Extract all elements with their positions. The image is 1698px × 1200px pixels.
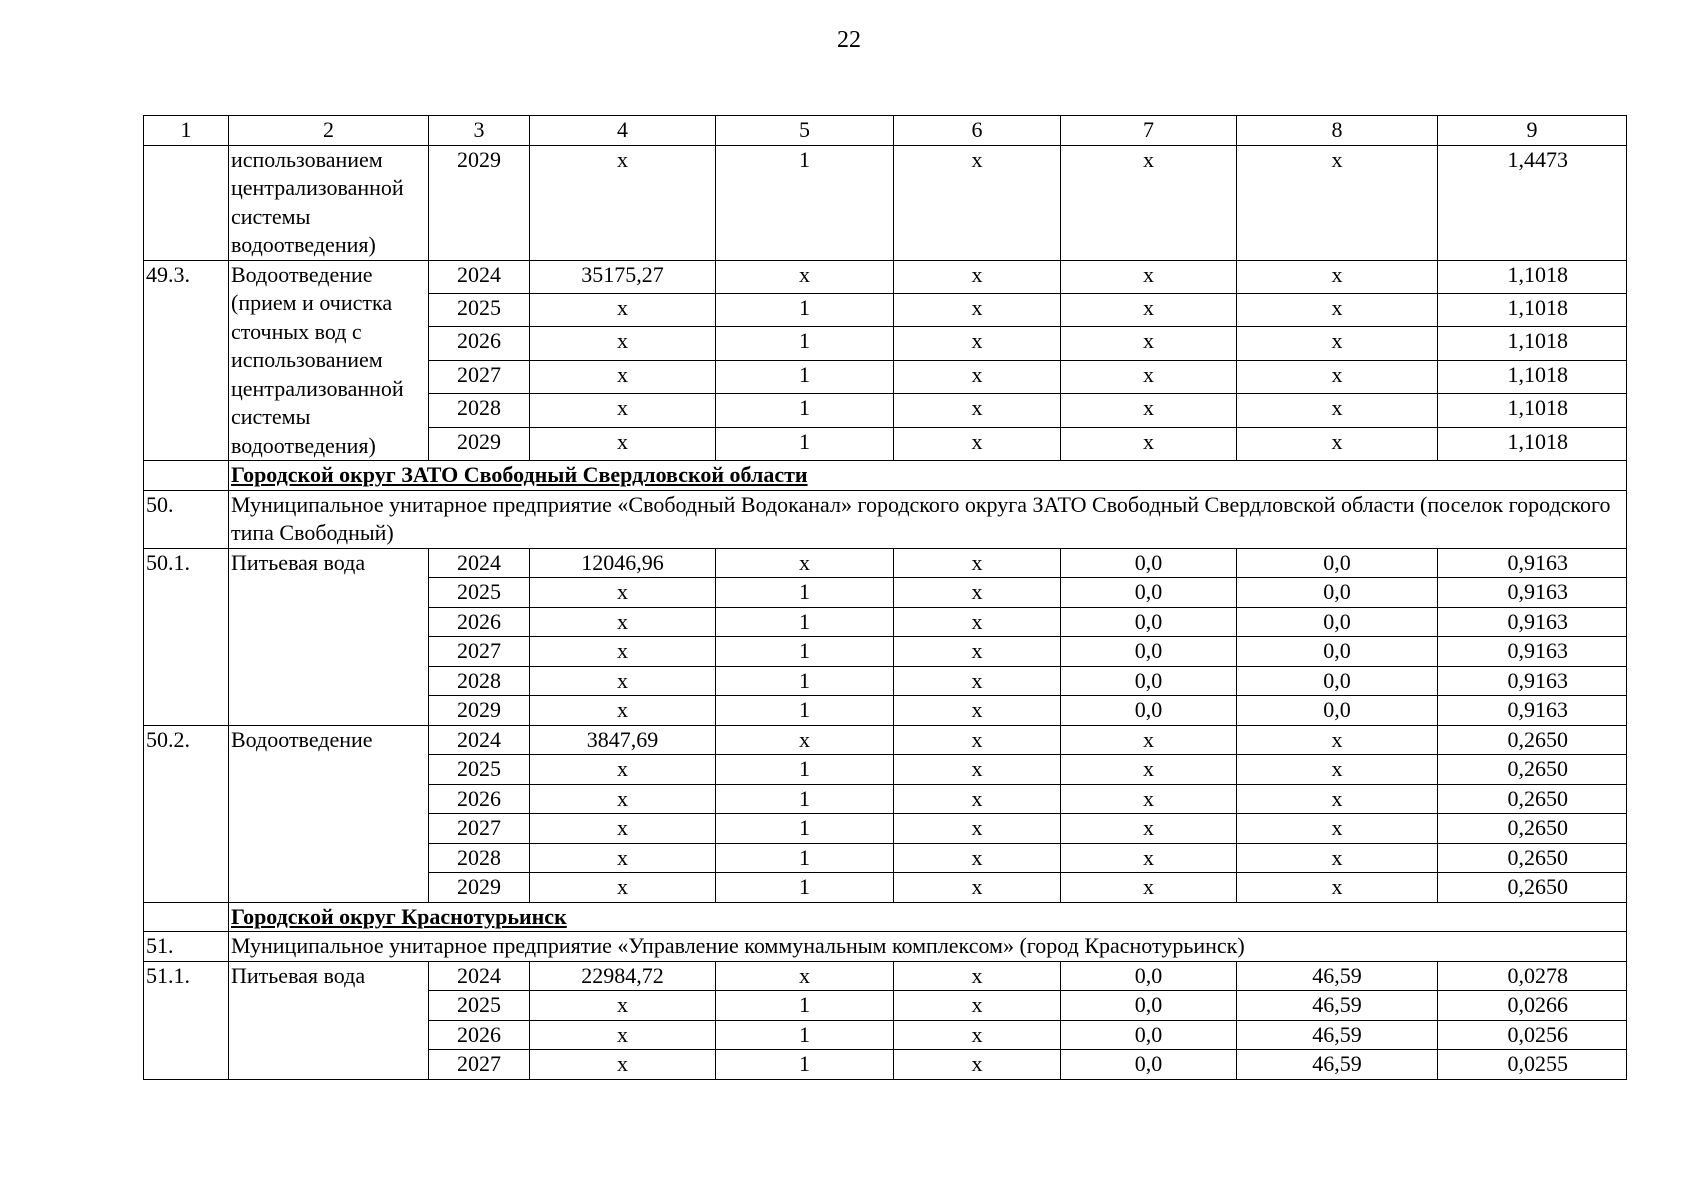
value-cell: 0,0 — [1061, 696, 1237, 726]
value-cell: x — [894, 394, 1061, 427]
value-cell: 1 — [716, 637, 894, 667]
value-cell: x — [894, 843, 1061, 873]
value-cell: 0,2650 — [1438, 755, 1627, 785]
row-number — [144, 461, 229, 491]
value-cell: x — [894, 755, 1061, 785]
year-cell: 2027 — [429, 814, 530, 844]
value-cell: 0,0255 — [1438, 1050, 1627, 1080]
organization-name: Муниципальное унитарное предприятие «Управление коммунальным комплексом» (город Краснотурьинск) — [229, 932, 1627, 962]
row-number — [144, 145, 229, 260]
value-cell: 0,0 — [1061, 666, 1237, 696]
value-cell: x — [530, 327, 716, 360]
value-cell: 0,2650 — [1438, 843, 1627, 873]
value-cell: x — [894, 814, 1061, 844]
value-cell: 1 — [716, 784, 894, 814]
value-cell: 0,0 — [1237, 607, 1438, 637]
value-cell: 1,1018 — [1438, 427, 1627, 460]
row-description: Водоотведение — [229, 725, 429, 902]
value-cell: 0,0 — [1061, 991, 1237, 1021]
value-cell: x — [894, 991, 1061, 1021]
value-cell: x — [894, 666, 1061, 696]
value-cell: 0,0 — [1237, 637, 1438, 667]
table-row — [144, 725, 1627, 755]
value-cell: 0,9163 — [1438, 578, 1627, 608]
year-cell: 2029 — [429, 873, 530, 903]
value-cell: x — [1061, 394, 1237, 427]
value-cell: x — [1237, 814, 1438, 844]
value-cell: 0,2650 — [1438, 725, 1627, 755]
column-header: 5 — [716, 116, 894, 146]
year-cell: 2026 — [429, 327, 530, 360]
value-cell: 1 — [716, 360, 894, 393]
value-cell: x — [1061, 755, 1237, 785]
row-description: Водоотведение (прием и очистка сточных вод с использованием централизованной системы водоотведения) — [229, 260, 429, 461]
value-cell: x — [1237, 145, 1438, 260]
value-cell: 0,0 — [1061, 607, 1237, 637]
value-cell: 0,2650 — [1438, 873, 1627, 903]
year-cell: 2028 — [429, 666, 530, 696]
value-cell: 0,9163 — [1438, 548, 1627, 578]
row-number: 50. — [144, 490, 229, 548]
value-cell: 1 — [716, 427, 894, 460]
value-cell: 1 — [716, 1020, 894, 1050]
value-cell: x — [530, 427, 716, 460]
value-cell: x — [1061, 260, 1237, 293]
year-cell: 2025 — [429, 991, 530, 1021]
value-cell: x — [1237, 360, 1438, 393]
tariff-table — [143, 115, 1627, 1080]
value-cell: x — [716, 725, 894, 755]
value-cell: 1 — [716, 873, 894, 903]
value-cell: x — [894, 548, 1061, 578]
value-cell: x — [530, 360, 716, 393]
value-cell: x — [530, 755, 716, 785]
value-cell: 46,59 — [1237, 1050, 1438, 1080]
year-cell: 2025 — [429, 755, 530, 785]
value-cell: x — [894, 696, 1061, 726]
value-cell: 46,59 — [1237, 961, 1438, 991]
column-header: 1 — [144, 116, 229, 146]
value-cell: 1,1018 — [1438, 394, 1627, 427]
year-cell: 2026 — [429, 1020, 530, 1050]
value-cell: x — [1237, 394, 1438, 427]
year-cell: 2025 — [429, 578, 530, 608]
value-cell: 0,2650 — [1438, 814, 1627, 844]
value-cell: 0,9163 — [1438, 696, 1627, 726]
value-cell: x — [1237, 260, 1438, 293]
column-header: 6 — [894, 116, 1061, 146]
organization-row — [144, 490, 1627, 548]
value-cell: 1 — [716, 578, 894, 608]
year-cell: 2029 — [429, 427, 530, 460]
value-cell: 1 — [716, 696, 894, 726]
value-cell: x — [530, 873, 716, 903]
value-cell: x — [894, 360, 1061, 393]
value-cell: 1,1018 — [1438, 260, 1627, 293]
value-cell: 0,0256 — [1438, 1020, 1627, 1050]
value-cell: x — [530, 784, 716, 814]
value-cell: 3847,69 — [530, 725, 716, 755]
value-cell: 0,0 — [1237, 548, 1438, 578]
table-row — [144, 548, 1627, 578]
value-cell: 0,0 — [1061, 578, 1237, 608]
value-cell: x — [894, 260, 1061, 293]
organization-row — [144, 932, 1627, 962]
value-cell: x — [1061, 327, 1237, 360]
organization-name: Муниципальное унитарное предприятие «Свободный Водоканал» городского округа ЗАТО Свободный Свердловской области (поселок городского типа Свободный) — [229, 490, 1627, 548]
value-cell: x — [716, 548, 894, 578]
value-cell: 0,0266 — [1438, 991, 1627, 1021]
table-body — [144, 116, 1627, 1080]
value-cell: x — [716, 961, 894, 991]
value-cell: x — [716, 260, 894, 293]
value-cell: x — [894, 873, 1061, 903]
value-cell: x — [894, 145, 1061, 260]
section-row — [144, 461, 1627, 491]
value-cell: x — [530, 696, 716, 726]
value-cell: x — [894, 427, 1061, 460]
value-cell: x — [894, 1050, 1061, 1080]
column-header: 2 — [229, 116, 429, 146]
section-row — [144, 902, 1627, 932]
value-cell: x — [1061, 427, 1237, 460]
row-description: Питьевая вода — [229, 548, 429, 725]
value-cell: x — [530, 1020, 716, 1050]
column-header: 9 — [1438, 116, 1627, 146]
value-cell: x — [894, 961, 1061, 991]
year-cell: 2024 — [429, 725, 530, 755]
value-cell: x — [894, 1020, 1061, 1050]
value-cell: 1 — [716, 843, 894, 873]
year-cell: 2029 — [429, 145, 530, 260]
year-cell: 2029 — [429, 696, 530, 726]
year-cell: 2024 — [429, 548, 530, 578]
value-cell: 1 — [716, 394, 894, 427]
value-cell: 0,0 — [1237, 578, 1438, 608]
row-number: 50.2. — [144, 725, 229, 902]
value-cell: x — [530, 814, 716, 844]
value-cell: 0,0 — [1061, 548, 1237, 578]
year-cell: 2028 — [429, 843, 530, 873]
value-cell: 0,0 — [1061, 637, 1237, 667]
value-cell: x — [1237, 843, 1438, 873]
row-number: 51.1. — [144, 961, 229, 1079]
value-cell: x — [530, 666, 716, 696]
value-cell: 1 — [716, 991, 894, 1021]
row-number: 51. — [144, 932, 229, 962]
value-cell: x — [530, 607, 716, 637]
year-cell: 2028 — [429, 394, 530, 427]
table-row — [144, 260, 1627, 293]
value-cell: x — [1061, 814, 1237, 844]
column-header: 3 — [429, 116, 530, 146]
value-cell: x — [1061, 725, 1237, 755]
column-header: 4 — [530, 116, 716, 146]
year-cell: 2026 — [429, 607, 530, 637]
year-cell: 2024 — [429, 961, 530, 991]
year-cell: 2024 — [429, 260, 530, 293]
value-cell: 0,2650 — [1438, 784, 1627, 814]
value-cell: x — [894, 578, 1061, 608]
column-header: 8 — [1237, 116, 1438, 146]
value-cell: x — [1061, 784, 1237, 814]
value-cell: x — [1061, 360, 1237, 393]
value-cell: 1 — [716, 293, 894, 326]
value-cell: x — [1061, 293, 1237, 326]
value-cell: x — [894, 784, 1061, 814]
value-cell: 1,1018 — [1438, 293, 1627, 326]
value-cell: 1,1018 — [1438, 360, 1627, 393]
value-cell: x — [894, 293, 1061, 326]
row-number: 49.3. — [144, 260, 229, 461]
value-cell: x — [530, 991, 716, 1021]
value-cell: 1 — [716, 1050, 894, 1080]
value-cell: 0,9163 — [1438, 607, 1627, 637]
value-cell: 1 — [716, 145, 894, 260]
value-cell: 22984,72 — [530, 961, 716, 991]
value-cell: x — [530, 293, 716, 326]
table-row — [144, 961, 1627, 991]
year-cell: 2026 — [429, 784, 530, 814]
value-cell: x — [1237, 293, 1438, 326]
value-cell: 46,59 — [1237, 991, 1438, 1021]
value-cell: x — [894, 637, 1061, 667]
value-cell: 46,59 — [1237, 1020, 1438, 1050]
page-number: 22 — [837, 27, 861, 53]
value-cell: x — [1237, 784, 1438, 814]
value-cell: x — [1237, 427, 1438, 460]
value-cell: 1,4473 — [1438, 145, 1627, 260]
column-header-row — [144, 116, 1627, 146]
value-cell: x — [530, 1050, 716, 1080]
value-cell: 1,1018 — [1438, 327, 1627, 360]
column-header: 7 — [1061, 116, 1237, 146]
value-cell: x — [1061, 145, 1237, 260]
value-cell: 0,0 — [1237, 696, 1438, 726]
value-cell: x — [1061, 873, 1237, 903]
value-cell: 12046,96 — [530, 548, 716, 578]
value-cell: x — [894, 725, 1061, 755]
value-cell: x — [530, 394, 716, 427]
value-cell: x — [1061, 843, 1237, 873]
value-cell: x — [530, 578, 716, 608]
table-row — [144, 145, 1627, 260]
value-cell: 0,0278 — [1438, 961, 1627, 991]
value-cell: x — [530, 843, 716, 873]
value-cell: 35175,27 — [530, 260, 716, 293]
year-cell: 2027 — [429, 1050, 530, 1080]
value-cell: 0,9163 — [1438, 666, 1627, 696]
value-cell: x — [1237, 873, 1438, 903]
row-number — [144, 902, 229, 932]
value-cell: 0,0 — [1061, 1050, 1237, 1080]
value-cell: 1 — [716, 755, 894, 785]
section-title: Городской округ Краснотурьинск — [229, 902, 1627, 932]
value-cell: x — [894, 327, 1061, 360]
value-cell: x — [1237, 725, 1438, 755]
year-cell: 2027 — [429, 360, 530, 393]
row-description: использованием централизованной системы водоотведения) — [229, 145, 429, 260]
value-cell: 1 — [716, 607, 894, 637]
year-cell: 2025 — [429, 293, 530, 326]
row-description: Питьевая вода — [229, 961, 429, 1079]
value-cell: x — [894, 607, 1061, 637]
value-cell: x — [1237, 327, 1438, 360]
value-cell: 0,9163 — [1438, 637, 1627, 667]
year-cell: 2027 — [429, 637, 530, 667]
section-title: Городской округ ЗАТО Свободный Свердловской области — [229, 461, 1627, 491]
value-cell: 0,0 — [1237, 666, 1438, 696]
value-cell: x — [530, 145, 716, 260]
value-cell: 1 — [716, 814, 894, 844]
value-cell: x — [1237, 755, 1438, 785]
row-number: 50.1. — [144, 548, 229, 725]
value-cell: 1 — [716, 327, 894, 360]
value-cell: x — [530, 637, 716, 667]
value-cell: 0,0 — [1061, 961, 1237, 991]
value-cell: 1 — [716, 666, 894, 696]
value-cell: 0,0 — [1061, 1020, 1237, 1050]
